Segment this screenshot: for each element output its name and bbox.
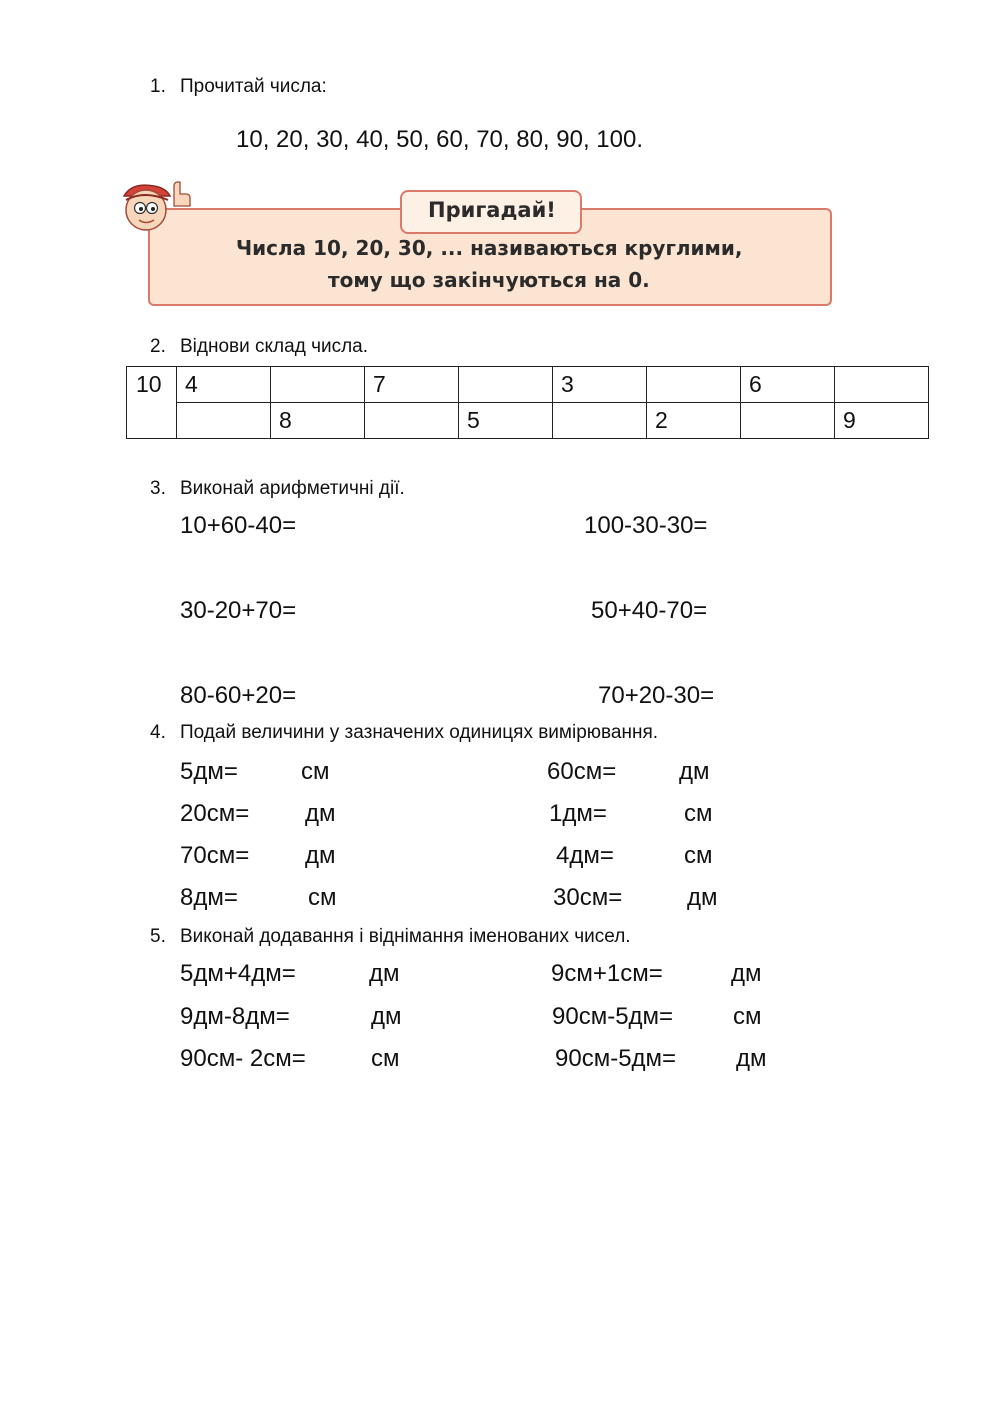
task5-expression: 90см- 2см= <box>180 1045 306 1072</box>
task3-expression[interactable]: 70+20-30= <box>598 682 715 709</box>
task3-expression[interactable]: 80-60+20= <box>180 682 297 709</box>
task5-unit[interactable]: см <box>733 1003 762 1030</box>
task3-number: 3. <box>150 478 166 499</box>
task4-expression: 4дм= <box>556 842 614 869</box>
table-cell[interactable] <box>835 367 929 403</box>
task3-title: Виконай арифметичні дії. <box>180 478 405 499</box>
remember-line-2: тому що закінчуються на 0. <box>328 268 650 292</box>
table-cell[interactable] <box>553 403 647 439</box>
task4-number: 4. <box>150 722 166 743</box>
task1-numbers: 10, 20, 30, 40, 50, 60, 70, 80, 90, 100. <box>236 126 643 153</box>
table-cell[interactable] <box>459 367 553 403</box>
table-cell[interactable] <box>177 403 271 439</box>
task3-expression[interactable]: 30-20+70= <box>180 597 297 624</box>
task5-expression: 9дм-8дм= <box>180 1003 290 1030</box>
mascot-icon <box>114 178 196 238</box>
task4-unit[interactable]: см <box>301 758 330 785</box>
table-first-cell: 10 <box>127 367 177 439</box>
task5-title: Виконай додавання і віднімання іменованих чисел. <box>180 926 631 947</box>
table-cell[interactable]: 2 <box>647 403 741 439</box>
task4-expression: 5дм= <box>180 758 238 785</box>
task4-unit[interactable]: дм <box>305 842 336 869</box>
task4-unit[interactable]: см <box>684 842 713 869</box>
table-cell[interactable]: 8 <box>271 403 365 439</box>
table-cell[interactable]: 6 <box>741 367 835 403</box>
task4-expression: 70см= <box>180 842 250 869</box>
task5-expression: 90см-5дм= <box>555 1045 677 1072</box>
task4-expression: 60см= <box>547 758 617 785</box>
task5-number: 5. <box>150 926 166 947</box>
task4-expression: 20см= <box>180 800 250 827</box>
task5-expression: 90см-5дм= <box>552 1003 674 1030</box>
task4-unit[interactable]: см <box>684 800 713 827</box>
task4-unit[interactable]: см <box>308 884 337 911</box>
table-row <box>127 403 929 439</box>
task5-unit[interactable]: дм <box>731 960 762 987</box>
task3-expression[interactable]: 10+60-40= <box>180 512 297 539</box>
table-cell[interactable]: 4 <box>177 367 271 403</box>
number-composition-table <box>126 366 929 439</box>
task2-title: Віднови склад числа. <box>180 336 369 357</box>
table-cell[interactable]: 5 <box>459 403 553 439</box>
task4-expression: 30см= <box>553 884 623 911</box>
task4-title: Подай величини у зазначених одиницях вимірювання. <box>180 722 659 743</box>
task5-unit[interactable]: дм <box>371 1003 402 1030</box>
table-cell[interactable] <box>365 403 459 439</box>
task3-expression[interactable]: 100-30-30= <box>584 512 708 539</box>
table-cell[interactable] <box>271 367 365 403</box>
task1-number: 1. <box>150 76 166 97</box>
table-cell[interactable]: 7 <box>365 367 459 403</box>
remember-line-1: Числа 10, 20, 30, ... називаються круглими, <box>236 236 743 260</box>
task2-number: 2. <box>150 336 166 357</box>
task5-expression: 5дм+4дм= <box>180 960 296 987</box>
task3-expression[interactable]: 50+40-70= <box>591 597 708 624</box>
task4-unit[interactable]: дм <box>679 758 710 785</box>
task5-unit[interactable]: дм <box>736 1045 767 1072</box>
table-cell[interactable] <box>741 403 835 439</box>
task1-title: Прочитай числа: <box>180 76 327 97</box>
table-cell[interactable]: 3 <box>553 367 647 403</box>
task4-unit[interactable]: дм <box>687 884 718 911</box>
task5-unit[interactable]: см <box>371 1045 400 1072</box>
task5-unit[interactable]: дм <box>369 960 400 987</box>
table-cell[interactable] <box>647 367 741 403</box>
task4-expression: 1дм= <box>549 800 607 827</box>
task4-expression: 8дм= <box>180 884 238 911</box>
task5-expression: 9см+1см= <box>551 960 663 987</box>
remember-title: Пригадай! <box>428 198 556 222</box>
table-cell[interactable]: 9 <box>835 403 929 439</box>
task4-unit[interactable]: дм <box>305 800 336 827</box>
table-row <box>127 367 929 403</box>
